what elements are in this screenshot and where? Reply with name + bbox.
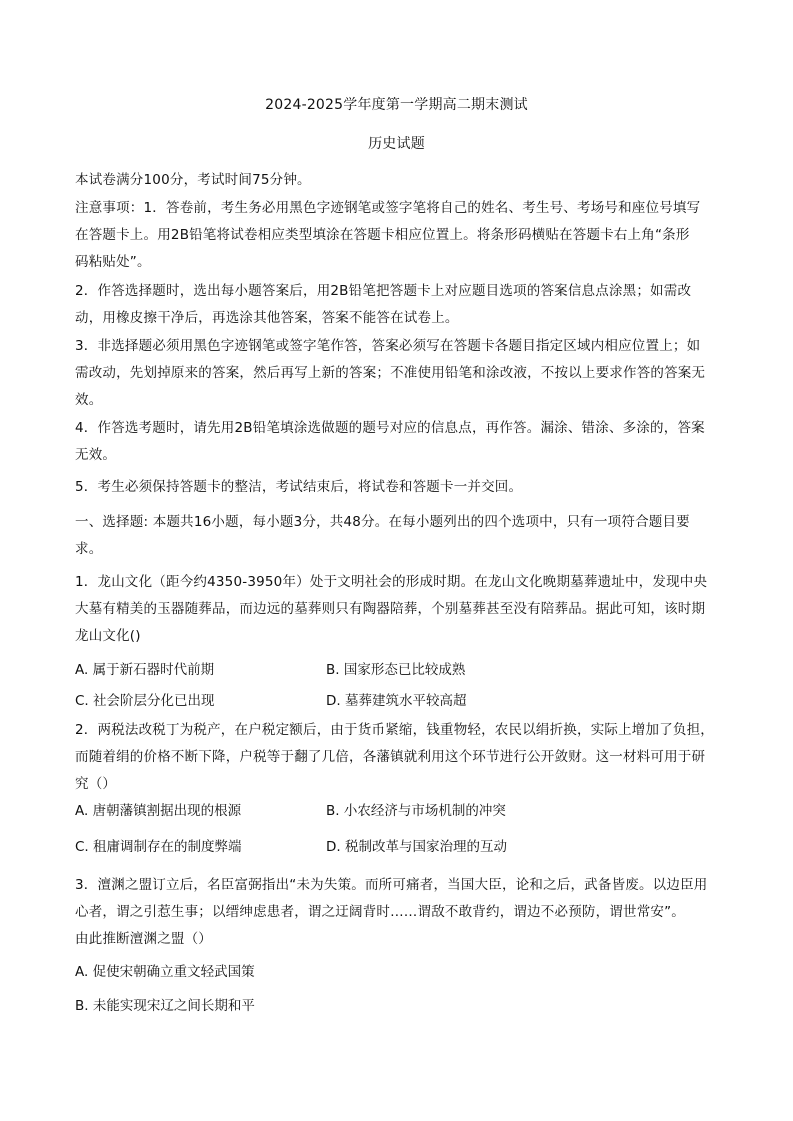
question-2-option-d: D. 税制改革与国家治理的互动 xyxy=(326,839,507,855)
question-3-option-b: B. 未能实现宋辽之间长期和平 xyxy=(75,998,255,1014)
notice-item-2: 2．作答选择题时，选出每小题答案后，用2B铅笔把答题卡上对应题目选项的答案信息点涂黑；如需改 xyxy=(75,283,692,299)
notice-item-3: 3．非选择题必须用黑色字迹钢笔或签字笔作答，答案必须写在答题卡各题目指定区域内相应位置上；如 xyxy=(75,338,701,354)
question-2-option-c: C. 租庸调制存在的制度弊端 xyxy=(75,839,242,855)
section-heading: 一、选择题: 本题共16小题，每小题3分，共48分。在每小题列出的四个选项中，只有一项符合题目要 xyxy=(75,514,690,530)
notice-item-2: 动，用橡皮擦干净后，再选涂其他答案，答案不能答在试卷上。 xyxy=(75,310,459,326)
intro-text: 本试卷满分100分，考试时间75分钟。 xyxy=(75,172,311,188)
question-2-stem: 而随着绢的价格不断下降，户税等于翻了几倍，各藩镇就利用这个环节进行公开敛财。这一材料可用于研 xyxy=(75,749,706,765)
question-2-stem: 2．两税法改税丁为税产，在户税定额后，由于货币紧缩，钱重物轻，农民以绢折换，实际上增加了负担， xyxy=(75,722,714,738)
question-1-stem: 大墓有精美的玉器随葬品，而边远的墓葬则只有陶器陪葬，个别墓葬甚至没有陪葬品。据此可知，该时期 xyxy=(75,601,706,617)
question-1-stem: 1．龙山文化（距今约4350-3950年）处于文明社会的形成时期。在龙山文化晚期墓葬遗址中，发现中央 xyxy=(75,574,708,590)
question-3-stem: 心者，谓之引惹生事；以缙绅虑患者，谓之迂阔背时……谓敌不敢背约，谓边不必预防，谓世常安”。 xyxy=(75,904,685,920)
notice-line: 在答题卡上。用2B铅笔将试卷相应类型填涂在答题卡相应位置上。将条形码横贴在答题卡右上角“条形 xyxy=(75,227,690,243)
question-1-option-d: D. 墓葬建筑水平较高超 xyxy=(326,693,467,709)
question-1-option-c: C. 社会阶层分化已出现 xyxy=(75,693,215,709)
question-1-stem: 龙山文化() xyxy=(75,628,141,644)
question-3-stem: 3．澶渊之盟订立后，名臣富弼指出“未为失策。而所可痛者，当国大臣，论和之后，武备皆废。以边臣用 xyxy=(75,877,708,893)
question-2-stem: 究（） xyxy=(75,776,117,792)
notice-item-3: 效。 xyxy=(75,392,103,408)
notice-item-5: 5．考生必须保持答题卡的整洁，考试结束后，将试卷和答题卡一并交回。 xyxy=(75,479,523,495)
notice-item-4: 4．作答选考题时，请先用2B铅笔填涂选做题的题号对应的信息点，再作答。漏涂、错涂、多涂的，答案 xyxy=(75,420,705,436)
notice-item-4: 无效。 xyxy=(75,447,117,463)
question-1-option-a: A. 属于新石器时代前期 xyxy=(75,662,215,678)
question-3-stem: 由此推断澶渊之盟（） xyxy=(75,931,212,947)
exam-title: 2024-2025学年度第一学期高二期末测试 xyxy=(265,97,528,113)
subject-title: 历史试题 xyxy=(368,136,425,152)
notice-line: 注意事项：1．答卷前，考生务必用黑色字迹钢笔或签字笔将自己的姓名、考生号、考场号和座位号填写 xyxy=(75,200,701,216)
notice-line: 码粘贴处”。 xyxy=(75,254,151,270)
notice-item-3: 需改动，先划掉原来的答案，然后再写上新的答案；不准使用铅笔和涂改液，不按以上要求作答的答案无 xyxy=(75,365,706,381)
section-heading: 求。 xyxy=(75,541,103,557)
question-3-option-a: A. 促使宋朝确立重文轻武国策 xyxy=(75,964,255,980)
question-2-option-a: A. 唐朝藩镇割据出现的根源 xyxy=(75,803,242,819)
question-2-option-b: B. 小农经济与市场机制的冲突 xyxy=(326,803,506,819)
question-1-option-b: B. 国家形态已比较成熟 xyxy=(326,662,466,678)
